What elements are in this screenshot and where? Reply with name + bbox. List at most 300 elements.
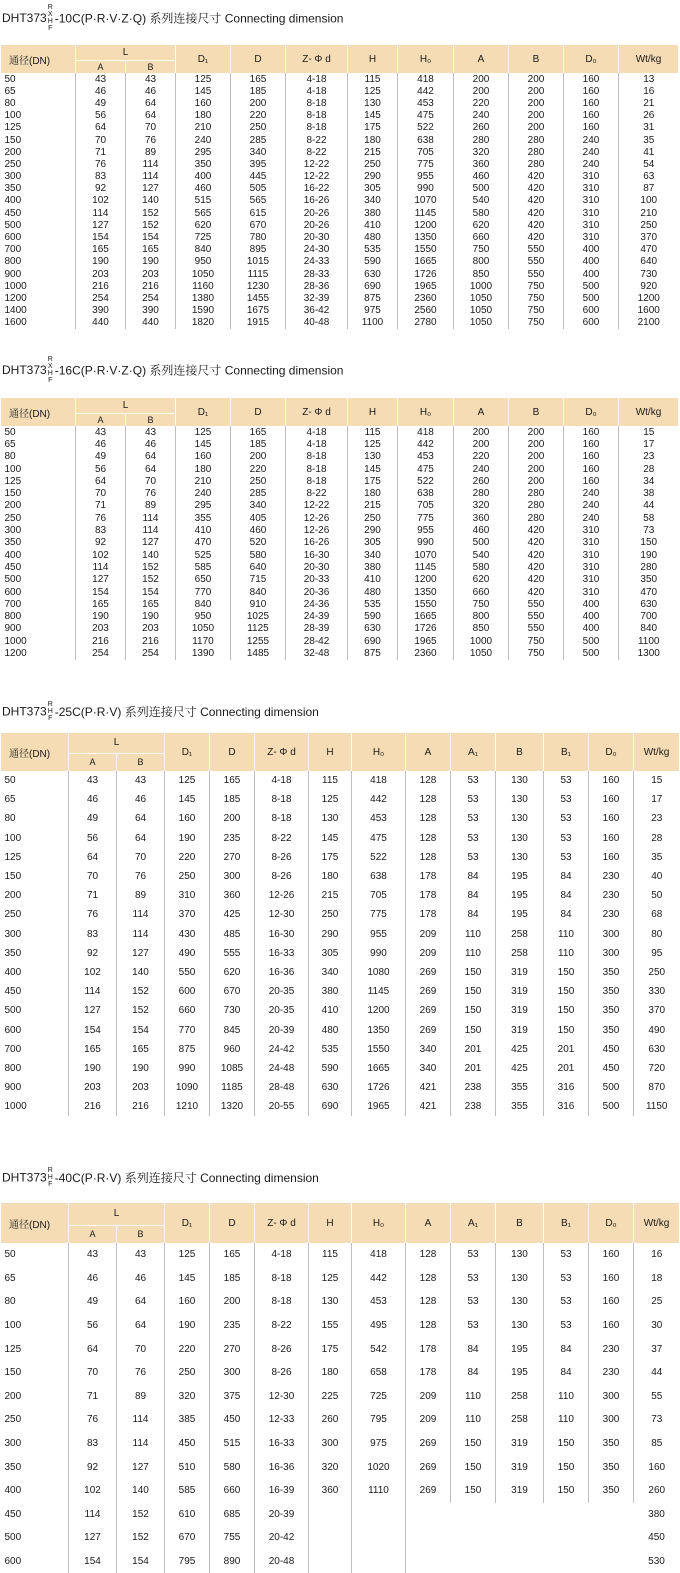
value-cell: 145: [348, 463, 398, 475]
value-cell: 1600: [637, 305, 660, 317]
value-cell: 1100: [637, 635, 660, 647]
value-cell: 310: [564, 171, 619, 183]
table-row: [1, 134, 679, 146]
header-h0: H₀: [398, 45, 454, 73]
value-cell: 114: [117, 905, 165, 924]
value-cell: 550: [509, 268, 564, 280]
value-cell: 1050: [454, 305, 509, 317]
value-cell: 620: [176, 219, 231, 231]
value-cell: 319: [496, 1432, 544, 1456]
value-cell: 4-18: [255, 1243, 309, 1267]
value-cell: 975: [348, 305, 398, 317]
value-cell: 4-18: [255, 771, 309, 790]
value-cell: 1726: [398, 623, 454, 635]
value-cell: 178: [406, 867, 451, 886]
value-cell: 200: [509, 73, 564, 85]
value-cell: 100: [640, 195, 658, 207]
value-cell: 203: [126, 268, 176, 280]
value-cell: 154: [117, 1020, 165, 1039]
value-cell: 453: [398, 451, 454, 463]
dn-cell: 150: [1, 867, 69, 886]
value-cell: 216: [117, 1097, 165, 1116]
value-cell: 190: [165, 1314, 210, 1338]
value-cell: 420: [509, 524, 564, 536]
value-cell: 84: [544, 886, 589, 905]
value-cell: 269: [406, 963, 451, 982]
value-cell: 590: [348, 256, 398, 268]
value-cell: 152: [126, 207, 176, 219]
value-cell: 210: [176, 122, 231, 134]
header-d: D: [231, 45, 286, 73]
value-cell: 16-39: [255, 1479, 309, 1503]
value-cell: 150: [451, 982, 496, 1001]
dn-cell: 400: [1, 1479, 69, 1503]
value-cell: 84: [451, 867, 496, 886]
dn-cell: 125: [1, 475, 76, 487]
value-cell: 20-35: [255, 1001, 309, 1020]
value-cell: 145: [348, 110, 398, 122]
value-cell: 1170: [176, 635, 231, 647]
value-cell: 200: [509, 110, 564, 122]
value-cell: 110: [451, 944, 496, 963]
value-cell: 200: [509, 438, 564, 450]
value-cell: 990: [398, 537, 454, 549]
value-cell: 370: [165, 905, 210, 924]
dimension-table: [0, 733, 680, 1116]
value-cell: 240: [454, 463, 509, 475]
value-cell: 1965: [398, 280, 454, 292]
value-cell: 1070: [398, 549, 454, 561]
title-variant-stack: R H F: [47, 701, 53, 722]
value-cell: 76: [76, 512, 126, 524]
value-cell: 25: [651, 1296, 663, 1308]
value-cell: 70: [117, 1337, 165, 1361]
value-cell: 32-39: [286, 292, 348, 304]
value-cell: 240: [564, 487, 619, 499]
table-row: [1, 451, 679, 463]
value-cell: 258: [496, 1385, 544, 1409]
value-cell: 125: [309, 1267, 352, 1291]
value-cell: 400: [564, 598, 619, 610]
value-cell: 210: [640, 207, 658, 219]
value-cell: 160: [176, 451, 231, 463]
dn-cell: 900: [1, 268, 76, 280]
value-cell: 421: [406, 1078, 451, 1097]
value-cell: 24-39: [286, 610, 348, 622]
table-row: [1, 1059, 680, 1078]
value-cell: 1726: [398, 268, 454, 280]
value-cell: 890: [210, 1550, 255, 1573]
value-cell: 2360: [398, 647, 454, 659]
value-cell: 210: [176, 475, 231, 487]
value-cell: 190: [126, 256, 176, 268]
table-row: [1, 110, 679, 122]
table-row: [1, 867, 680, 886]
header-d1: D₁: [176, 45, 231, 73]
value-cell: 295: [176, 146, 231, 158]
dn-cell: 250: [1, 158, 76, 170]
value-cell: 102: [69, 1479, 117, 1503]
header-b1: B₁: [544, 1203, 589, 1243]
value-cell: 114: [117, 925, 165, 944]
value-cell: 84: [451, 905, 496, 924]
value-cell: 220: [165, 1337, 210, 1361]
value-cell: 150: [544, 1432, 589, 1456]
header-b: B: [509, 45, 564, 73]
value-cell: 127: [69, 1526, 117, 1550]
value-cell: 500: [564, 292, 619, 304]
value-cell: 500: [454, 537, 509, 549]
value-cell: 115: [348, 426, 398, 438]
value-cell: 23: [643, 451, 655, 463]
value-cell: 955: [398, 171, 454, 183]
value-cell: 310: [564, 195, 619, 207]
value-cell: 216: [76, 635, 126, 647]
value-cell: 285: [231, 134, 286, 146]
value-cell: 775: [398, 158, 454, 170]
header-weight: Wt/kg: [634, 1203, 680, 1243]
title-variant-stack: R X H F: [47, 4, 53, 32]
value-cell: 225: [309, 1385, 352, 1409]
table-row: [1, 574, 679, 586]
value-cell: 130: [496, 790, 544, 809]
value-cell: 152: [126, 574, 176, 586]
value-cell: 260: [454, 475, 509, 487]
table-row: [1, 1337, 680, 1361]
value-cell: 178: [406, 1361, 451, 1385]
value-cell: 130: [309, 1290, 352, 1314]
value-cell: 445: [231, 171, 286, 183]
value-cell: 53: [451, 809, 496, 828]
value-cell: 160: [165, 809, 210, 828]
table-row: [1, 305, 679, 317]
value-cell: 216: [69, 1097, 117, 1116]
value-cell: 20-39: [255, 1020, 309, 1039]
value-cell: [589, 1550, 634, 1573]
value-cell: 310: [564, 231, 619, 243]
value-cell: 515: [176, 195, 231, 207]
value-cell: 114: [76, 561, 126, 573]
header-h0: H₀: [352, 733, 406, 771]
value-cell: 310: [564, 549, 619, 561]
value-cell: 270: [210, 1337, 255, 1361]
header-a1: A₁: [451, 733, 496, 771]
value-cell: 115: [348, 73, 398, 85]
table-row: [1, 1078, 680, 1097]
value-cell: 140: [117, 963, 165, 982]
value-cell: 485: [210, 925, 255, 944]
dn-cell: 450: [1, 561, 76, 573]
value-cell: 400: [564, 623, 619, 635]
value-cell: 620: [454, 574, 509, 586]
table-row: [1, 73, 679, 85]
title-suffix: -16C(P·R·V·Z·Q) 系列连接尺寸 Connecting dimension: [54, 363, 344, 378]
table-row: [1, 925, 680, 944]
dn-cell: 900: [1, 623, 76, 635]
value-cell: 460: [176, 183, 231, 195]
table-row: [1, 848, 680, 867]
value-cell: 8-18: [255, 809, 309, 828]
dn-cell: 500: [1, 219, 76, 231]
value-cell: 440: [76, 317, 126, 329]
table-row: [1, 171, 679, 183]
dn-cell: 65: [1, 790, 69, 809]
value-cell: 200: [454, 426, 509, 438]
value-cell: 160: [589, 809, 634, 828]
value-cell: 330: [648, 986, 666, 998]
value-cell: 660: [210, 1479, 255, 1503]
table-row: [1, 771, 680, 790]
table-row: [1, 561, 679, 573]
value-cell: 220: [454, 97, 509, 109]
value-cell: 130: [496, 809, 544, 828]
value-cell: 1020: [352, 1455, 406, 1479]
value-cell: 420: [509, 537, 564, 549]
value-cell: 453: [352, 809, 406, 828]
value-cell: 70: [117, 848, 165, 867]
value-cell: 425: [210, 905, 255, 924]
value-cell: 20-48: [255, 1550, 309, 1573]
value-cell: 515: [210, 1432, 255, 1456]
value-cell: 71: [69, 886, 117, 905]
value-cell: 43: [76, 73, 126, 85]
dn-cell: 400: [1, 549, 76, 561]
value-cell: 258: [496, 944, 544, 963]
value-cell: 83: [76, 524, 126, 536]
header-dn: 通径(DN): [1, 45, 76, 73]
value-cell: 480: [309, 1020, 352, 1039]
value-cell: 53: [451, 1243, 496, 1267]
value-cell: 70: [126, 122, 176, 134]
table-row: [1, 1455, 680, 1479]
header-d0: D₀: [589, 1203, 634, 1243]
dn-cell: 200: [1, 146, 76, 158]
value-cell: 154: [126, 586, 176, 598]
table-row: [1, 1001, 680, 1020]
value-cell: 24-48: [255, 1059, 309, 1078]
value-cell: 1820: [176, 317, 231, 329]
table-row: [1, 1550, 680, 1573]
value-cell: 640: [640, 256, 658, 268]
value-cell: 165: [210, 771, 255, 790]
value-cell: 8-18: [286, 97, 348, 109]
header-l: L: [76, 398, 176, 413]
value-cell: 950: [176, 610, 231, 622]
value-cell: 230: [589, 905, 634, 924]
table-row: [1, 623, 679, 635]
value-cell: 220: [231, 463, 286, 475]
value-cell: 56: [69, 1314, 117, 1338]
value-cell: 600: [165, 982, 210, 1001]
value-cell: 28: [651, 832, 663, 844]
header-dn: 通径(DN): [1, 398, 76, 426]
value-cell: 480: [348, 586, 398, 598]
table-row: [1, 549, 679, 561]
value-cell: 440: [126, 317, 176, 329]
value-cell: 235: [210, 829, 255, 848]
value-cell: 209: [406, 944, 451, 963]
table-title: [2, 356, 343, 386]
table-row: [1, 829, 680, 848]
value-cell: 310: [564, 207, 619, 219]
value-cell: 230: [589, 867, 634, 886]
value-cell: 115: [309, 771, 352, 790]
value-cell: 316: [544, 1078, 589, 1097]
value-cell: 340: [406, 1059, 451, 1078]
value-cell: 64: [126, 451, 176, 463]
value-cell: 20-26: [286, 207, 348, 219]
table-row: [1, 256, 679, 268]
table-row: [1, 500, 679, 512]
value-cell: 50: [651, 890, 663, 902]
value-cell: 70: [69, 1361, 117, 1385]
value-cell: 17: [643, 438, 655, 450]
value-cell: 125: [176, 426, 231, 438]
value-cell: 15: [643, 426, 655, 438]
value-cell: 1200: [637, 292, 660, 304]
value-cell: 12-30: [255, 1385, 309, 1409]
value-cell: 1210: [165, 1097, 210, 1116]
value-cell: 200: [231, 451, 286, 463]
value-cell: 76: [76, 158, 126, 170]
value-cell: 405: [231, 512, 286, 524]
value-cell: 49: [76, 97, 126, 109]
value-cell: 750: [509, 292, 564, 304]
value-cell: 127: [69, 1001, 117, 1020]
value-cell: 350: [589, 982, 634, 1001]
value-cell: 1125: [231, 623, 286, 635]
value-cell: 270: [210, 848, 255, 867]
value-cell: 53: [544, 790, 589, 809]
value-cell: 154: [117, 1550, 165, 1573]
header-weight: Wt/kg: [619, 398, 679, 426]
value-cell: 2100: [637, 317, 660, 329]
value-cell: 128: [406, 1314, 451, 1338]
dn-cell: 450: [1, 982, 69, 1001]
value-cell: 92: [76, 183, 126, 195]
dn-cell: 100: [1, 463, 76, 475]
value-cell: 410: [348, 219, 398, 231]
value-cell: 160: [165, 1290, 210, 1314]
value-cell: 250: [165, 867, 210, 886]
value-cell: 64: [76, 122, 126, 134]
value-cell: 420: [509, 231, 564, 243]
value-cell: 64: [117, 809, 165, 828]
value-cell: 2360: [398, 292, 454, 304]
value-cell: 638: [352, 867, 406, 886]
value-cell: 24-33: [286, 256, 348, 268]
value-cell: 80: [651, 928, 663, 940]
value-cell: 155: [309, 1314, 352, 1338]
value-cell: 20-30: [286, 231, 348, 243]
table-row: [1, 438, 679, 450]
value-cell: 89: [117, 1385, 165, 1409]
value-cell: 705: [398, 500, 454, 512]
value-cell: 28-48: [255, 1078, 309, 1097]
value-cell: 8-18: [255, 790, 309, 809]
dn-cell: 250: [1, 905, 69, 924]
value-cell: 500: [564, 635, 619, 647]
value-cell: 254: [76, 292, 126, 304]
value-cell: 160: [589, 1267, 634, 1291]
value-cell: 2560: [398, 305, 454, 317]
value-cell: 46: [76, 85, 126, 97]
table-row: [1, 963, 680, 982]
table-row: [1, 1361, 680, 1385]
value-cell: 180: [348, 134, 398, 146]
table-title: [2, 701, 319, 731]
value-cell: 46: [69, 790, 117, 809]
value-cell: 1390: [176, 647, 231, 659]
value-cell: 522: [352, 848, 406, 867]
value-cell: 500: [564, 647, 619, 659]
value-cell: 1550: [352, 1040, 406, 1059]
value-cell: 20-33: [286, 574, 348, 586]
value-cell: 1230: [231, 280, 286, 292]
value-cell: 650: [176, 574, 231, 586]
dn-cell: 150: [1, 134, 76, 146]
value-cell: [406, 1550, 451, 1573]
value-cell: 8-18: [286, 475, 348, 487]
value-cell: 1050: [454, 647, 509, 659]
table-row: [1, 1097, 680, 1116]
value-cell: 240: [564, 158, 619, 170]
value-cell: 165: [126, 598, 176, 610]
value-cell: 260: [309, 1408, 352, 1432]
value-cell: 12-22: [286, 500, 348, 512]
table-row: [1, 97, 679, 109]
header-l-b: B: [117, 753, 165, 771]
value-cell: 87: [643, 183, 655, 195]
value-cell: 505: [231, 183, 286, 195]
value-cell: 250: [309, 905, 352, 924]
value-cell: 550: [509, 623, 564, 635]
value-cell: 154: [69, 1020, 117, 1039]
value-cell: 8-18: [286, 463, 348, 475]
table-row: [1, 982, 680, 1001]
table-row: [1, 183, 679, 195]
dn-cell: 80: [1, 809, 69, 828]
value-cell: 130: [309, 809, 352, 828]
value-cell: 875: [348, 292, 398, 304]
value-cell: 310: [165, 886, 210, 905]
value-cell: 150: [544, 1455, 589, 1479]
value-cell: 53: [451, 1314, 496, 1338]
header-d1: D₁: [165, 733, 210, 771]
value-cell: 200: [509, 85, 564, 97]
value-cell: 43: [126, 73, 176, 85]
dimension-table: [0, 45, 679, 329]
value-cell: 130: [496, 1243, 544, 1267]
value-cell: 425: [496, 1040, 544, 1059]
value-cell: 84: [451, 1361, 496, 1385]
value-cell: 310: [564, 574, 619, 586]
value-cell: 16-33: [255, 944, 309, 963]
value-cell: 200: [231, 97, 286, 109]
dn-cell: 500: [1, 1001, 69, 1020]
value-cell: 8-22: [286, 146, 348, 158]
dn-cell: 300: [1, 925, 69, 944]
value-cell: 209: [406, 925, 451, 944]
value-cell: 125: [348, 85, 398, 97]
value-cell: 110: [544, 925, 589, 944]
table-row: [1, 1243, 680, 1267]
value-cell: 238: [451, 1097, 496, 1116]
value-cell: 535: [348, 244, 398, 256]
value-cell: [309, 1526, 352, 1550]
value-cell: 53: [451, 1290, 496, 1314]
value-cell: 350: [589, 1432, 634, 1456]
